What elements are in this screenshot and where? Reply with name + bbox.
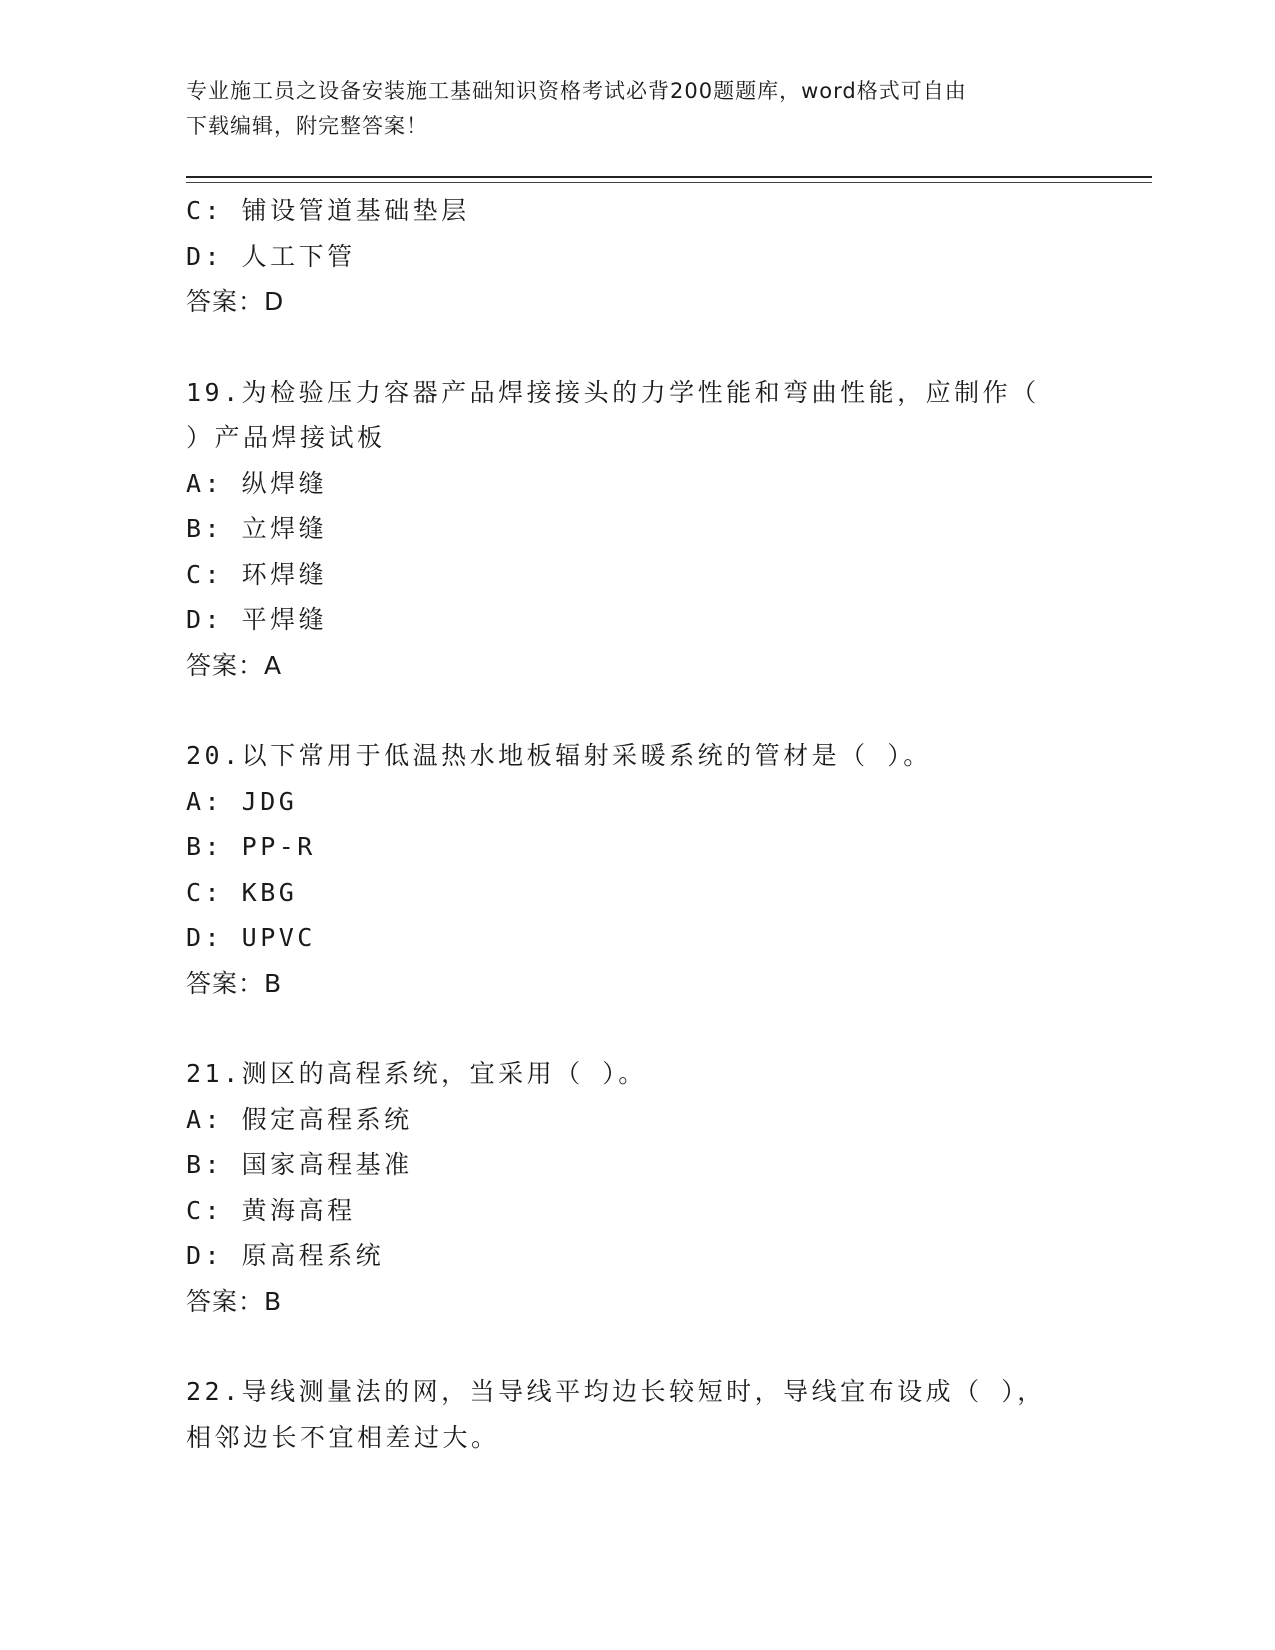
page-header (186, 74, 1086, 144)
option-d: D: 人工下管 (186, 241, 356, 271)
question-18-tail (186, 188, 1046, 325)
answer: 答案：D (186, 287, 285, 316)
answer: 答案：B (186, 1286, 283, 1316)
question-22 (186, 1369, 1046, 1460)
option-d: D: 原高程系统 (186, 1241, 385, 1270)
option-d: D: UPVC (186, 923, 316, 952)
answer: 答案：A (186, 650, 283, 680)
option-a: A: JDG (186, 786, 298, 816)
spacer (186, 1324, 1046, 1369)
option-c: C: 黄海高程 (186, 1195, 356, 1225)
option-a: A: 纵焊缝 (186, 468, 328, 498)
option-b: B: 立焊缝 (186, 514, 328, 543)
option-b: B: 国家高程基准 (186, 1150, 413, 1179)
header-title-line1: 专业施工员之设备安装施工基础知识资格考试必背200题题库，word格式可自由 (186, 79, 967, 103)
question-stem: 20.以下常用于低温热水地板辐射采暖系统的管材是（ ）。 (186, 741, 932, 770)
question-19 (186, 370, 1046, 689)
question-stem: 22.导线测量法的网，当导线平均边长较短时，导线宜布设成（ ）， (186, 1377, 1046, 1406)
header-title-line2: 下载编辑，附完整答案！ (186, 114, 428, 138)
option-b: B: PP-R (186, 832, 316, 861)
question-stem: 19.为检验压力容器产品焊接接头的力学性能和弯曲性能，应制作（ (186, 377, 1040, 407)
option-c: C: 环焊缝 (186, 559, 328, 589)
question-stem: 21.测区的高程系统，宜采用（ ）。 (186, 1059, 647, 1088)
spacer (186, 1006, 1046, 1051)
question-stem-continued: 相邻边长不宜相差过大。 (186, 1422, 500, 1452)
option-c: C: 铺设管道基础垫层 (186, 196, 470, 225)
header-divider-thick (186, 176, 1152, 178)
header-divider-thin (186, 182, 1152, 183)
question-21 (186, 1051, 1046, 1324)
question-stem-continued: ）产品焊接试板 (186, 423, 386, 452)
spacer (186, 688, 1046, 733)
option-c: C: KBG (186, 877, 298, 907)
spacer (186, 325, 1046, 370)
option-a: A: 假定高程系统 (186, 1104, 413, 1134)
question-20 (186, 733, 1046, 1006)
option-d: D: 平焊缝 (186, 605, 328, 634)
question-list (186, 188, 1046, 1460)
answer: 答案：B (186, 968, 283, 998)
